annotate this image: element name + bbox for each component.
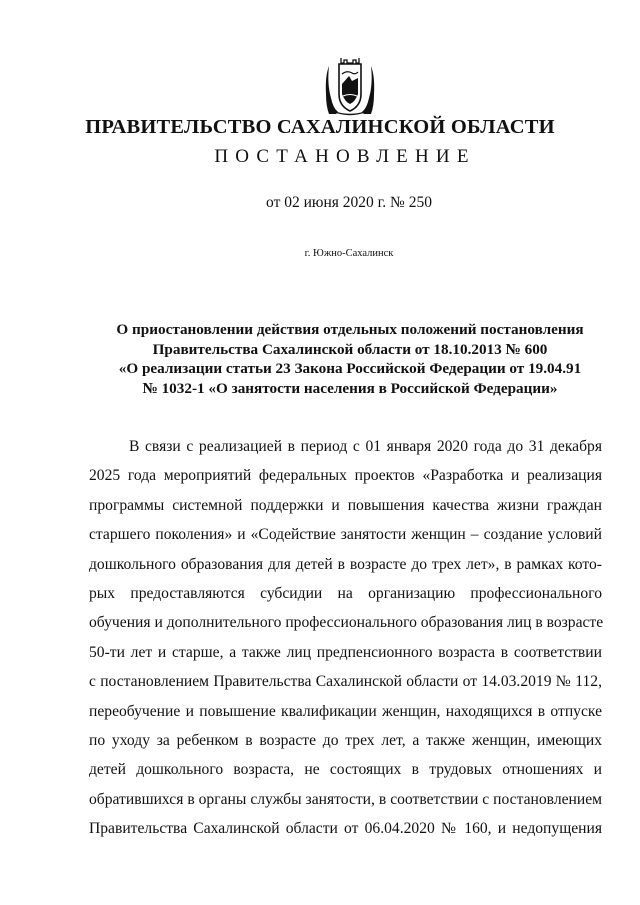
body-line: программы системной поддержки и повышения качества жизни граждан [89,496,602,514]
document-date-number: от 02 июня 2020 г. № 250 [266,194,432,211]
document-type: ПОСТАНОВЛЕНИЕ [214,146,476,167]
document-city: г. Южно-Сахалинск [304,248,394,259]
body-line: обратившихся в органы службы занятости, в соответствии с постановлением [89,790,602,808]
body-line: В связи с реализацией в период с 01 января 2020 года до 31 декабря [129,438,602,455]
coat-of-arms-icon [325,56,375,116]
body-line: обучения и дополнительного профессионального образования лиц в возрасте [89,614,604,632]
heading-line: № 1032-1 «О занятости населения в Российской Федерации» [142,379,558,397]
document-heading [108,320,592,398]
body-line: рых предоставляются субсидии на организацию профессионального [89,584,602,602]
body-line: Правительства Сахалинской области от 06.04.2020 № 160, и недопущения [89,820,602,838]
body-line: по уходу за ребенком в возрасте до трех лет, а также женщин, имеющих [89,731,602,749]
heading-line: О приостановлении действия отдельных положений постановления [116,321,584,338]
body-line: 2025 года мероприятий федеральных проектов «Разработка и реализация [89,467,602,485]
body-line: детей дошкольного возраста, не состоящих в трудовых отношениях и [89,761,602,779]
body-line: с постановлением Правительства Сахалинской области от 14.03.2019 № 112, [89,673,602,691]
body-line: старшего поколения» и «Содействие занятости женщин – создание условий [89,526,602,544]
body-line: 50-ти лет и старше, а также лиц предпенсионного возраста в соответствии [89,643,602,661]
heading-line: «О реализации статьи 23 Закона Российской Федерации от 19.04.91 [118,360,582,377]
body-paragraph [89,432,602,843]
body-line: переобучение и повышение квалификации женщин, находящихся в отпуске [89,702,602,720]
government-title: ПРАВИТЕЛЬСТВО САХАЛИНСКОЙ ОБЛАСТИ [85,116,555,138]
heading-line: Правительства Сахалинской области от 18.10.2013 № 600 [152,340,548,358]
body-line: дошкольного образования для детей в возрасте до трех лет», в рамках кото- [89,555,602,573]
